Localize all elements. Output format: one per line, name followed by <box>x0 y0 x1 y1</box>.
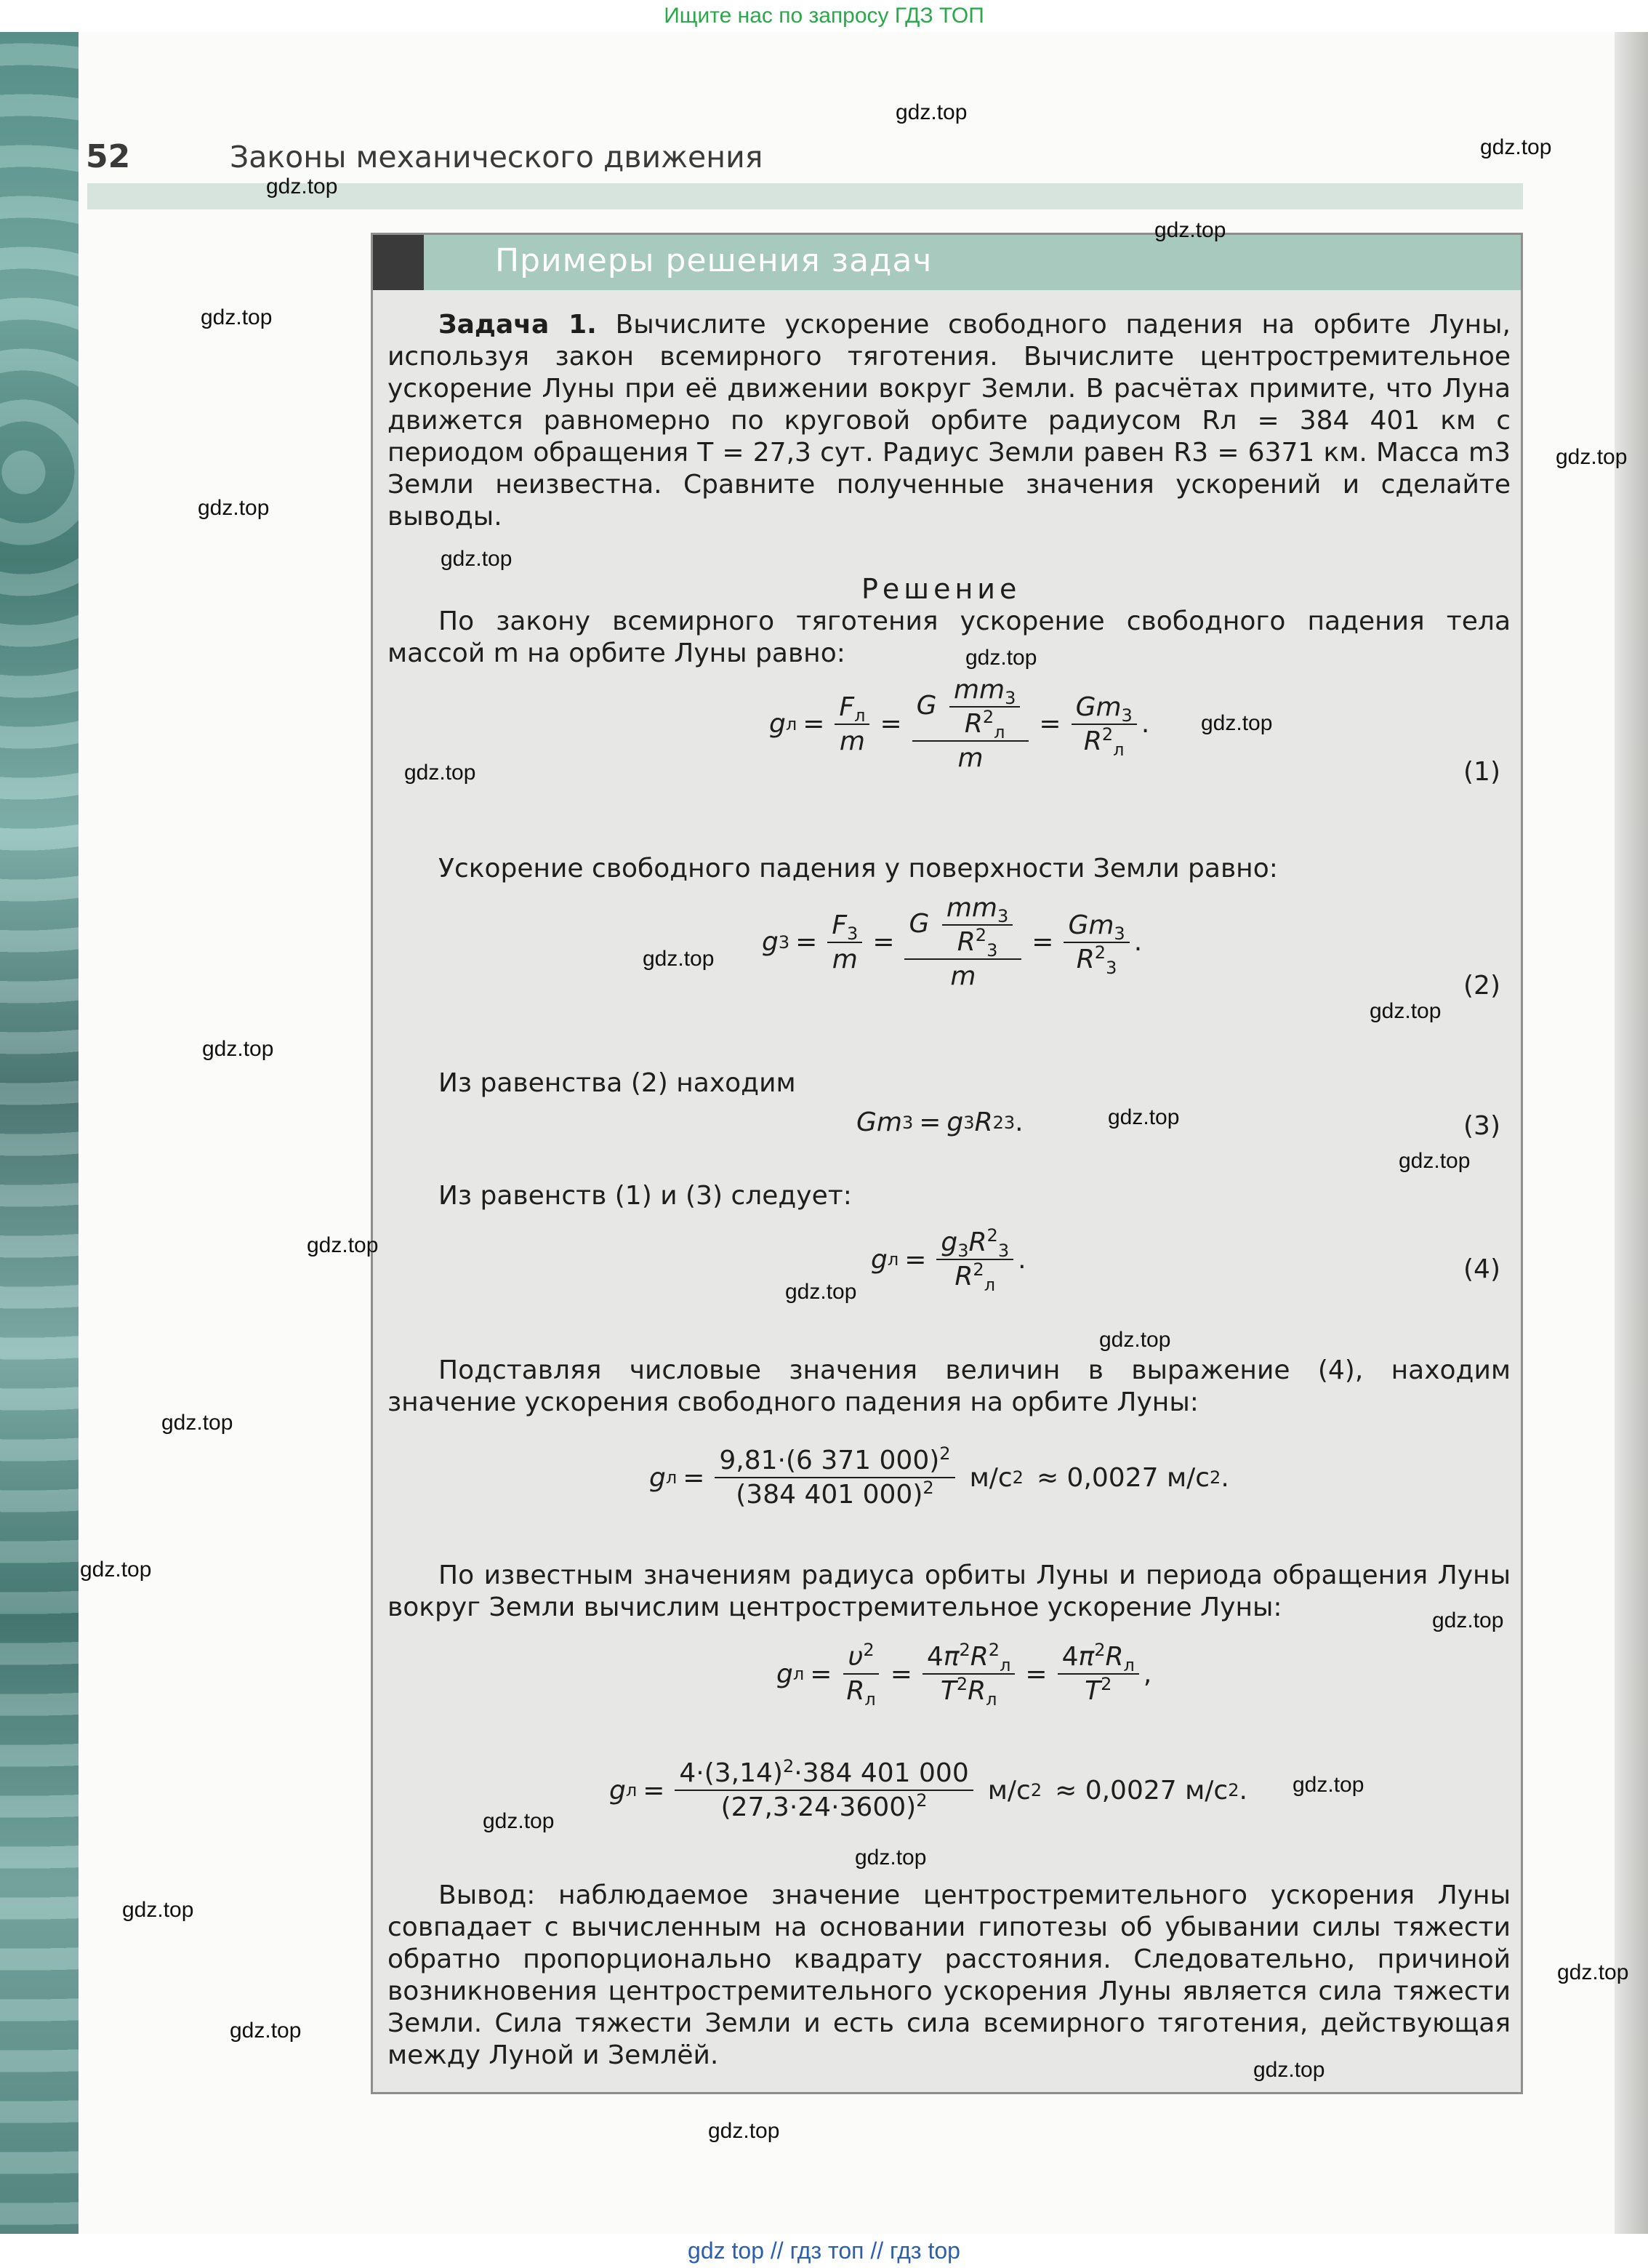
watermark: gdz.top <box>785 1280 857 1304</box>
paragraph-3: Из равенства (2) находим <box>438 1068 796 1098</box>
eq7-numerator-tail: ·384 401 000 <box>794 1758 969 1788</box>
eq5-result: ≈ 0,0027 м/с <box>1036 1462 1210 1493</box>
equation-number-2: (2) <box>1463 971 1500 1001</box>
watermark: gdz.top <box>1108 1105 1180 1129</box>
watermark: gdz.top <box>161 1411 233 1435</box>
eq5-denominator: (384 401 000) <box>736 1480 923 1510</box>
watermark: gdz.top <box>1480 135 1552 159</box>
watermark: gdz.top <box>896 100 968 124</box>
paragraph-4: Из равенств (1) и (3) следует: <box>438 1181 852 1211</box>
watermark: gdz.top <box>1099 1328 1171 1352</box>
eq7-denominator: (27,3·24·3600) <box>720 1792 917 1822</box>
watermark: gdz.top <box>202 1037 274 1061</box>
eq7-numerator: 4·(3,14) <box>679 1758 783 1788</box>
watermark: gdz.top <box>965 646 1037 670</box>
equation-5: g л = $\frac{9,81\cdot(6 371 000)^2}{(384 401 000)^2}$ м/с 2 ≈ 0,0027 м/с 2 . <box>649 1443 1229 1510</box>
page-header: Законы механического движения <box>230 140 763 175</box>
watermark: gdz.top <box>307 1233 379 1257</box>
eq5-units: м/с <box>969 1462 1013 1493</box>
watermark: gdz.top <box>404 761 476 785</box>
left-decorative-strip <box>0 32 79 2234</box>
watermark: gdz.top <box>1154 218 1226 242</box>
equation-7: g л = $\frac{4\cdot(3,14)^2\cdot 384 401 000}{(27,3\cdot 24\cdot 3600)^2}$ м/с 2 ≈ 0,0027 м/с 2 . <box>609 1756 1247 1822</box>
watermark: gdz.top <box>441 547 513 571</box>
paragraph-1: По закону всемирного тяготения ускорение свободного падения тела массой m на орбите Луны равно: <box>387 606 1511 668</box>
watermark: gdz.top <box>1399 1149 1471 1173</box>
bottom-banner[interactable]: gdz top // гдз топ // гдз top <box>0 2234 1648 2268</box>
watermark: gdz.top <box>201 305 273 329</box>
watermark: gdz.top <box>483 1809 555 1833</box>
watermark: gdz.top <box>1432 1608 1504 1632</box>
equation-1: g л = $\frac{F_л}{m}$ = G $\frac{mm_3}{R^2_л}$ m = $\frac{Gm_3}{R^2_л}$ . <box>769 675 1150 773</box>
watermark: gdz.top <box>266 175 338 199</box>
watermark: gdz.top <box>198 496 270 520</box>
conclusion: Вывод: наблюдаемое значение центростремительного ускорения Луны совпадает с вычисленным на основании гипотезы об убывании силы тяжести обратно пропорционально квадрату расстояния. Следовательно, причиной возникновения центростремительного ускорения Луны является сила тяжести Земли. Сила тяжести Земли и есть сила всемирного тяготения, действующая между Луной и Землёй. <box>387 1880 1511 2070</box>
watermark: gdz.top <box>230 2019 302 2043</box>
equation-6: g л = $\frac{\upsilon^2}{R_л}$ = $\frac{4\pi^2R^2_л}{T^2R_л}$ = $\frac{4\pi^2R_л}{T^2}$ , <box>776 1640 1152 1710</box>
watermark: gdz.top <box>1253 2058 1325 2082</box>
watermark: gdz.top <box>1370 999 1442 1023</box>
task-statement <box>387 309 1511 533</box>
eq5-numerator: 9,81·(6 371 000) <box>719 1446 940 1475</box>
equation-2: g 3 = $\frac{F_3}{m}$ = G $\frac{mm_3}{R^2_3}$ m = $\frac{Gm_3}{R^2_3}$ . <box>762 893 1143 991</box>
watermark: gdz.top <box>1201 711 1273 735</box>
equation-number-4: (4) <box>1463 1254 1500 1284</box>
eq7-units: м/с <box>987 1775 1031 1806</box>
paragraph-2: Ускорение свободного падения у поверхности Земли равно: <box>438 854 1278 883</box>
watermark: gdz.top <box>708 2119 780 2143</box>
task-label: Задача 1. <box>438 310 597 340</box>
watermark: gdz.top <box>1293 1773 1364 1797</box>
panel-title-bar <box>373 235 1521 290</box>
paragraph-6: По известным значениям радиуса орбиты Луны и периода обращения Луны вокруг Земли вычислим центростремительное ускорение Луны: <box>387 1560 1511 1622</box>
watermark: gdz.top <box>855 1846 927 1870</box>
task-text: Вычислите ускорение свободного падения на орбите Луны, используя закон всемирного тяготения. Вычислите центростремительное ускорение Луны при её движении вокруг Земли. В расчётах примите, что Луна движется равномерно по круговой орбите радиусом Rл = 384 401 км с периодом обращения T = 27,3 сут. Радиус Земли равен R3 = 6371 км. Масса m3 Земли неизвестна. Сравните полученные значения ускорений и сделайте выводы. <box>387 310 1511 532</box>
page-edge-shadow <box>1615 32 1648 2234</box>
watermark: gdz.top <box>1556 445 1628 469</box>
paragraph-5: Подставляя числовые значения величин в выражение (4), находим значение ускорения свободного падения на орбите Луны: <box>387 1355 1511 1417</box>
eq7-result: ≈ 0,0027 м/с <box>1055 1775 1229 1806</box>
equation-number-3: (3) <box>1463 1111 1500 1141</box>
equation-4: g л = $\frac{g_3R^2_3}{R^2_л}$ . <box>871 1225 1026 1296</box>
watermark: gdz.top <box>643 947 715 971</box>
top-banner[interactable]: Ищите нас по запросу ГДЗ ТОП <box>0 0 1648 32</box>
watermark: gdz.top <box>80 1558 152 1582</box>
page-number: 52 <box>86 138 131 175</box>
watermark: gdz.top <box>1557 1960 1629 1984</box>
equation-number-1: (1) <box>1463 757 1500 787</box>
solution-heading: Решение <box>861 573 1021 605</box>
panel-title-mark <box>373 235 424 290</box>
panel-title: Примеры решения задач <box>495 242 933 279</box>
equation-3: Gm 3 = g 3 R 2 3 . <box>856 1107 1024 1137</box>
watermark: gdz.top <box>122 1898 194 1922</box>
